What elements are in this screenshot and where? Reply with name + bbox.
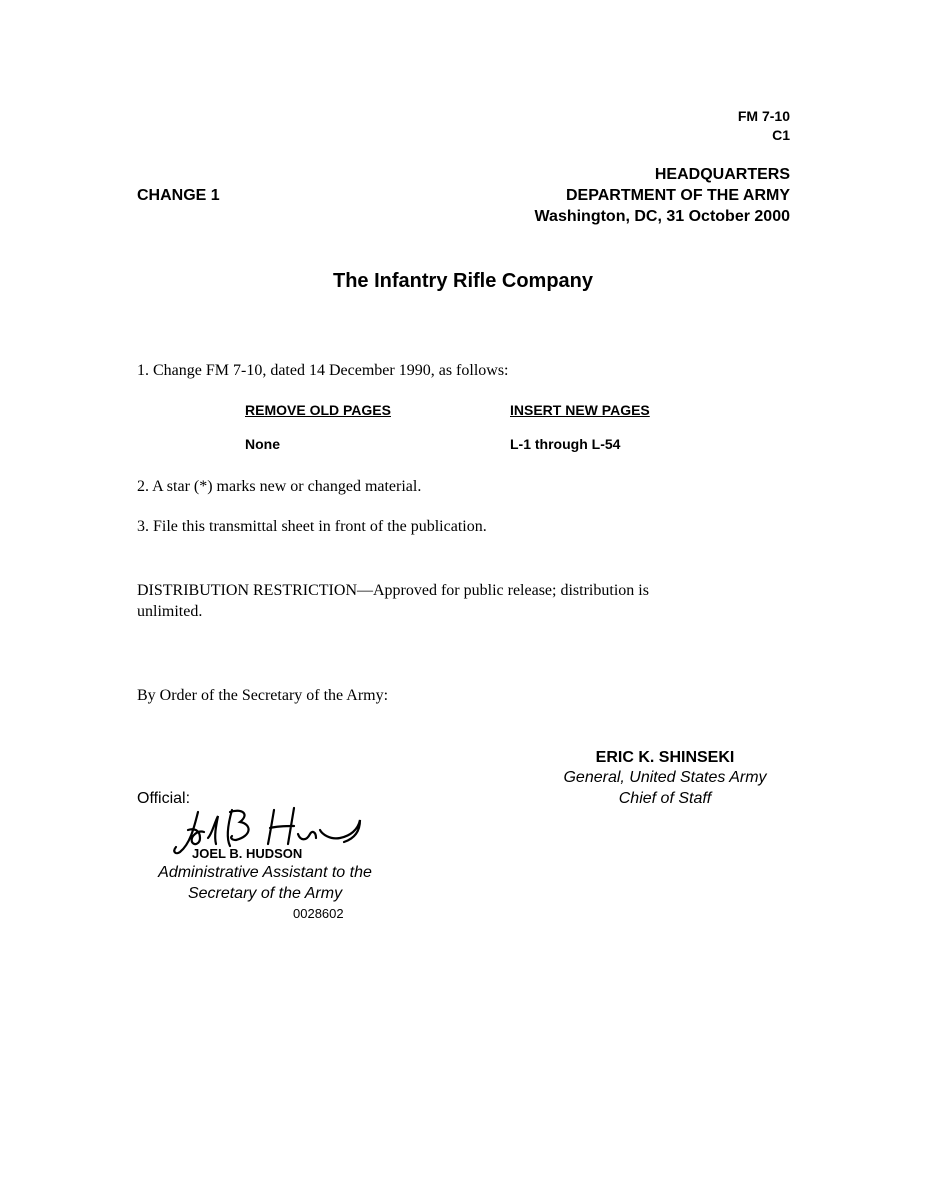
- publication-number: FM 7-10: [737, 108, 790, 124]
- headquarters-label: HEADQUARTERS: [654, 166, 790, 183]
- chief-name: ERIC K. SHINSEKI: [595, 749, 735, 766]
- change-code: C1: [772, 127, 790, 143]
- change-label: CHANGE 1: [137, 187, 220, 204]
- location-date: Washington, DC, 31 October 2000: [534, 208, 790, 225]
- item-2: 2. A star (*) marks new or changed material.: [137, 478, 422, 495]
- item-3: 3. File this transmittal sheet in front of the publication.: [137, 518, 487, 535]
- remove-pages-value: None: [245, 436, 280, 452]
- item-1: 1. Change FM 7-10, dated 14 December 1990, as follows:: [137, 362, 509, 379]
- insert-pages-header: INSERT NEW PAGES: [510, 402, 650, 418]
- distribution-line-2: unlimited.: [137, 603, 203, 620]
- by-order-text: By Order of the Secretary of the Army:: [137, 687, 389, 704]
- signature-initial: [228, 810, 249, 846]
- official-label: Official:: [137, 790, 191, 807]
- remove-pages-header: REMOVE OLD PAGES: [245, 402, 391, 418]
- signature-last-name: [268, 808, 360, 844]
- official-title-line-1: Administrative Assistant to the: [158, 864, 372, 881]
- chief-position: Chief of Staff: [618, 790, 712, 807]
- chief-rank: General, United States Army: [563, 769, 767, 786]
- document-title: The Infantry Rifle Company: [332, 270, 594, 292]
- distribution-line-1: DISTRIBUTION RESTRICTION—Approved for public release; distribution is: [137, 582, 649, 599]
- official-code: 0028602: [293, 906, 344, 921]
- insert-pages-value: L-1 through L-54: [510, 436, 621, 452]
- official-name: JOEL B. HUDSON: [192, 846, 303, 861]
- official-title-line-2: Secretary of the Army: [187, 885, 343, 902]
- department-label: DEPARTMENT OF THE ARMY: [566, 187, 790, 204]
